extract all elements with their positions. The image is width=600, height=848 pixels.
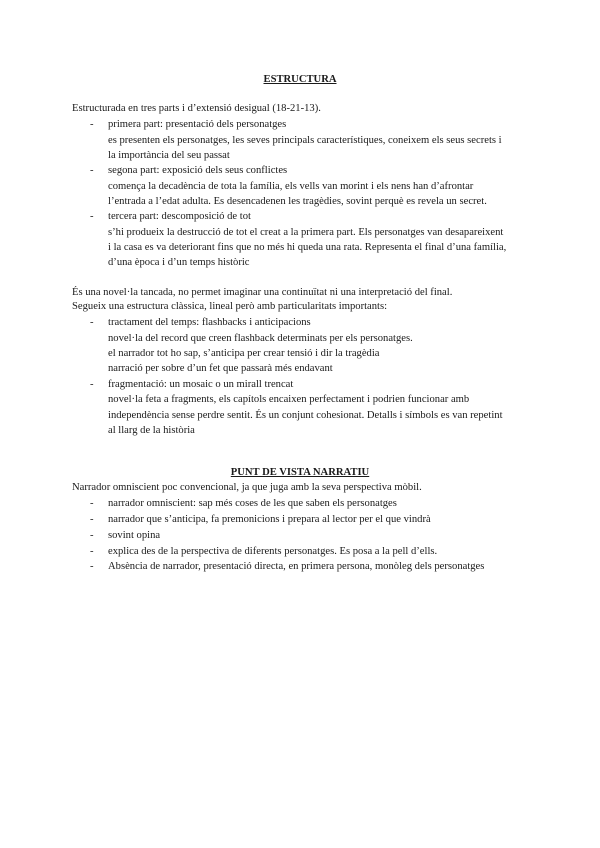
list-item-label: segona part: exposició dels seus conflictes [108, 165, 288, 176]
list-item-text: es presenten els personatges, les seves principals característiques, coneixem els seus secrets i [108, 135, 502, 146]
paragraph-line: Segueix una estructura clàssica, lineal però amb particularitats importants: [72, 301, 388, 312]
list-item-text: independència sense perdre sentit. És un conjunt cohesionat. Detalls i símbols es van repetint [108, 410, 503, 421]
bullet-dash: - [90, 119, 94, 130]
list-item-text: i la casa es va deteriorant fins que no més hi queda una rata. Representa el final d’una família, [108, 242, 507, 253]
estructura-intro: Estructurada en tres parts i d’extensió desigual (18-21-13). [72, 103, 321, 114]
punt-de-vista-intro: Narrador omniscient poc convencional, ja que juga amb la seva perspectiva mòbil. [72, 482, 422, 493]
list-item: narrador omniscient: sap més coses de les que saben els personatges [108, 498, 397, 509]
bullet-dash: - [90, 561, 94, 572]
list-item: Absència de narrador, presentació directa, en primera persona, monòleg dels personatges [108, 561, 485, 572]
list-item-text: d’una època i d’un temps històric [108, 257, 250, 268]
list-item-text: s’hi produeix la destrucció de tot el creat a la primera part. Els personatges van desapareixent [108, 227, 504, 238]
bullet-dash: - [90, 546, 94, 557]
section-title-punt-de-vista: PUNT DE VISTA NARRATIU [230, 467, 370, 478]
list-item-label: primera part: presentació dels personatges [108, 119, 287, 130]
list-item: narrador que s’anticipa, fa premonicions i prepara al lector per el que vindrà [108, 514, 431, 525]
bullet-dash: - [90, 317, 94, 328]
list-item-label: fragmentació: un mosaic o un mirall trencat [108, 379, 294, 390]
bullet-dash: - [90, 514, 94, 525]
list-item-text: narració per sobre d’un fet que passarà més endavant [108, 363, 333, 374]
list-item-text: novel·la feta a fragments, els capítols encaixen perfectament i podrien funcionar amb [108, 394, 470, 405]
list-item-label: tercera part: descomposició de tot [108, 211, 251, 222]
bullet-dash: - [90, 165, 94, 176]
bullet-dash: - [90, 498, 94, 509]
list-item-text: novel·la del record que creen flashback determinats per els personatges. [108, 333, 413, 344]
list-item: sovint opina [108, 530, 161, 541]
section-title-estructura: ESTRUCTURA [263, 74, 337, 85]
list-item-text: la importància del seu passat [108, 150, 230, 161]
bullet-dash: - [90, 530, 94, 541]
list-item-text: el narrador tot ho sap, s’anticipa per crear tensió i dir la tragèdia [108, 348, 380, 359]
paragraph-line: És una novel·la tancada, no permet imaginar una continuïtat ni una interpretació del final. [72, 287, 453, 298]
list-item: explica des de la perspectiva de diferents personatges. Es posa a la pell d’ells. [108, 546, 438, 557]
list-item-text: l’entrada a l’edat adulta. Es desencadenen les tragèdies, sovint perquè es revela un secret. [108, 196, 487, 207]
list-item-label: tractament del temps: flashbacks i anticipacions [108, 317, 311, 328]
bullet-dash: - [90, 379, 94, 390]
list-item-text: comença la decadència de tota la família, els vells van morint i els nens han d’afrontar [108, 181, 474, 192]
list-item-text: al llarg de la història [108, 425, 195, 436]
bullet-dash: - [90, 211, 94, 222]
